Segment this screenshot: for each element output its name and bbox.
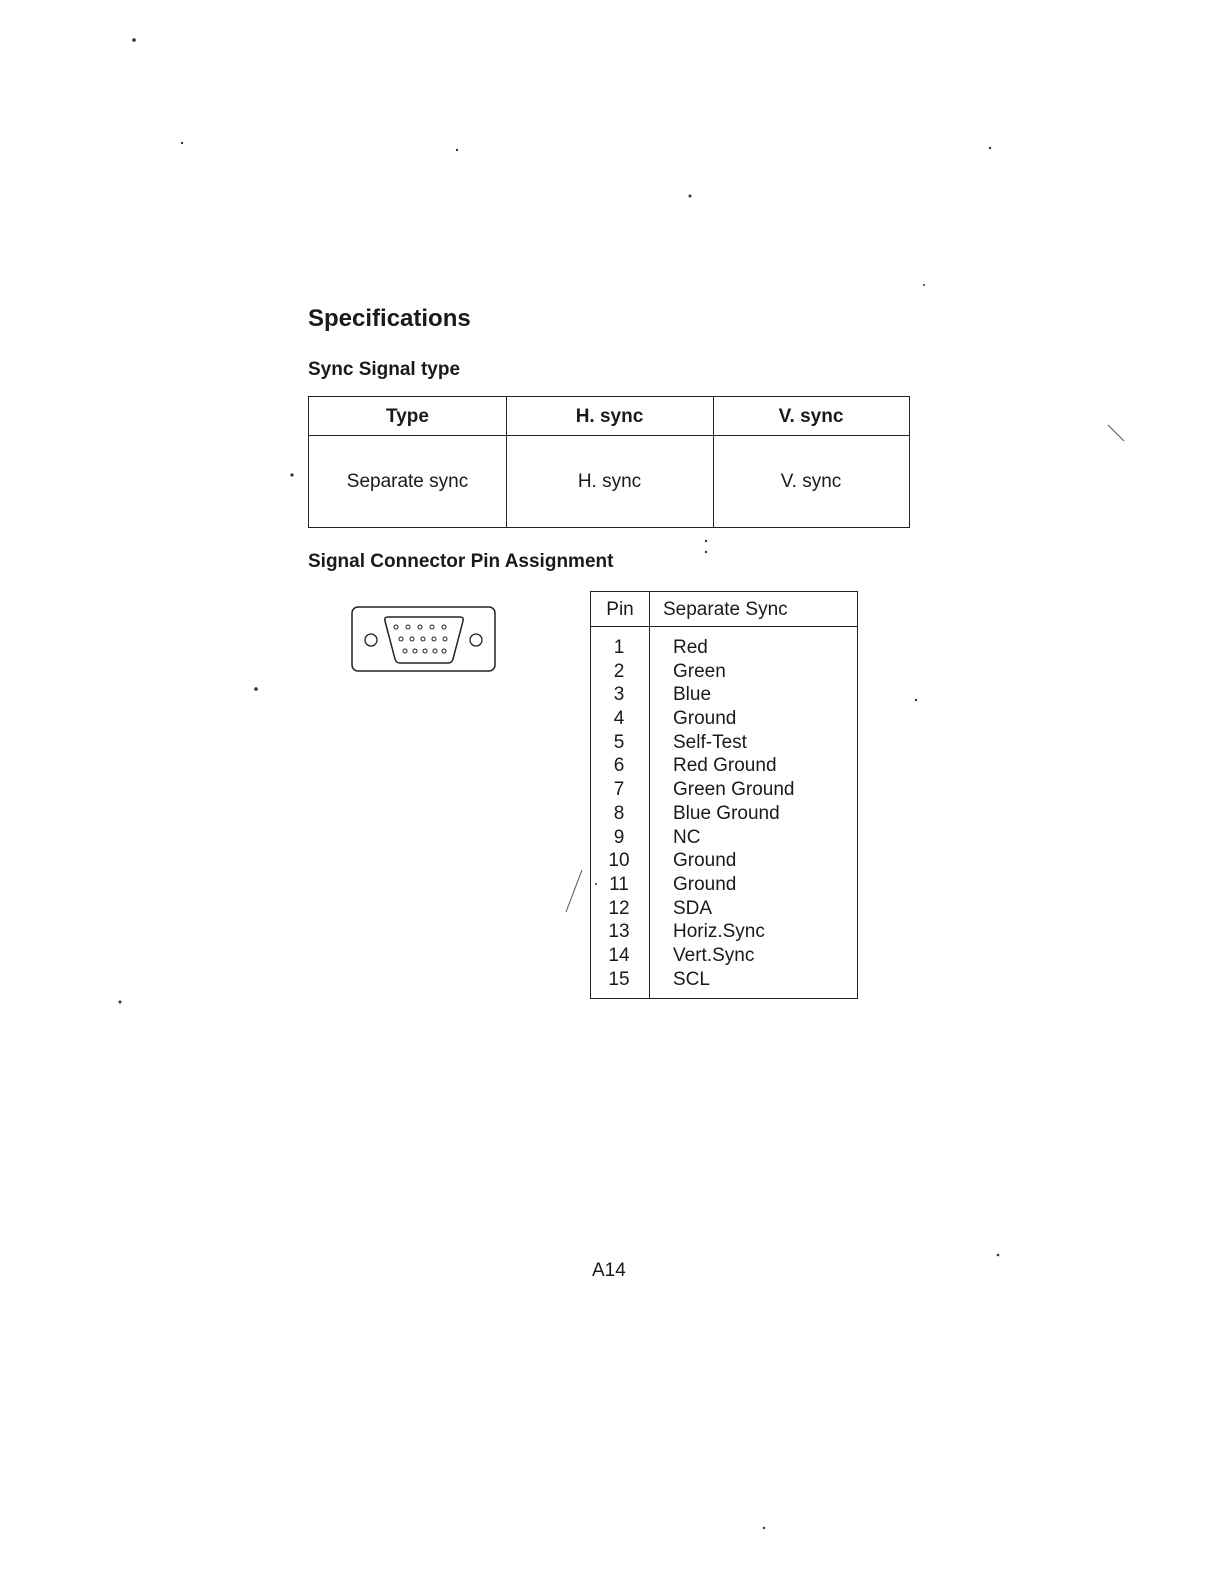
pin-signal: Red [673, 637, 708, 658]
pin-number: 13 [608, 921, 630, 943]
pin-number: 14 [608, 944, 630, 966]
pin-signal: Ground [673, 850, 737, 872]
pin-signal: Horiz.Sync [673, 921, 765, 943]
pin-signal: SDA [673, 897, 713, 919]
sync-signal-table [308, 396, 910, 528]
pin-number: 12 [608, 897, 630, 919]
pin-signal: Ground [673, 873, 737, 895]
header-separate-sync: Separate Sync [663, 599, 788, 620]
table-row [591, 944, 857, 968]
pin-signal: Red Ground [673, 755, 777, 777]
cell-v-sync: V. sync [780, 471, 842, 492]
cell-h-sync: H. sync [577, 471, 642, 492]
header-pin: Pin [606, 599, 634, 620]
table-row [591, 707, 857, 731]
pin-number: 10 [608, 850, 630, 872]
table-row [591, 802, 857, 826]
table-row [591, 754, 857, 778]
table-divider [309, 435, 909, 436]
pin-number: 5 [613, 731, 625, 753]
page-title: Specifications [308, 305, 471, 332]
header-h-sync: H. sync [575, 406, 644, 427]
sync-signal-heading: Sync Signal type [308, 359, 461, 380]
table-row [591, 920, 857, 944]
vga-db15-connector-icon [350, 605, 498, 675]
pin-signal: Green [673, 660, 726, 682]
pin-signal: Ground [673, 708, 737, 730]
table-row [591, 778, 857, 802]
table-row [591, 731, 857, 755]
pin-number: 4 [613, 708, 625, 730]
pin-number: 11 [609, 873, 629, 895]
pin-assignment-heading: Signal Connector Pin Assignment [308, 551, 614, 572]
table-row [591, 636, 857, 660]
pin-signal: Green Ground [673, 779, 795, 801]
pin-signal: SCL [673, 968, 710, 990]
table-row [591, 660, 857, 684]
pin-signal: Vert.Sync [673, 944, 755, 966]
pin-number: 9 [613, 826, 625, 848]
pin-signal: Blue [673, 684, 712, 706]
table-row [591, 968, 857, 992]
pin-signal: NC [673, 826, 701, 848]
pin-number: 15 [608, 968, 630, 990]
header-type: Type [386, 406, 429, 427]
pin-number: 6 [613, 755, 625, 777]
pin-number: 8 [613, 802, 625, 824]
pin-signal: Self-Test [673, 731, 747, 753]
header-v-sync: V. sync [778, 406, 844, 427]
pin-number: 2 [613, 660, 625, 682]
pin-number: 3 [613, 684, 625, 706]
table-row [591, 849, 857, 873]
pin-number: 7 [613, 779, 625, 801]
table-row [591, 873, 857, 897]
pin-number: 1 [613, 637, 625, 658]
pin-assignment-table [590, 591, 858, 999]
pin-rows [591, 636, 857, 991]
page-number: A14 [592, 1260, 626, 1281]
table-divider [591, 626, 857, 627]
table-row [591, 826, 857, 850]
table-row [591, 897, 857, 921]
pin-signal: Blue Ground [673, 802, 780, 824]
table-row [591, 683, 857, 707]
cell-type: Separate sync [346, 471, 469, 492]
